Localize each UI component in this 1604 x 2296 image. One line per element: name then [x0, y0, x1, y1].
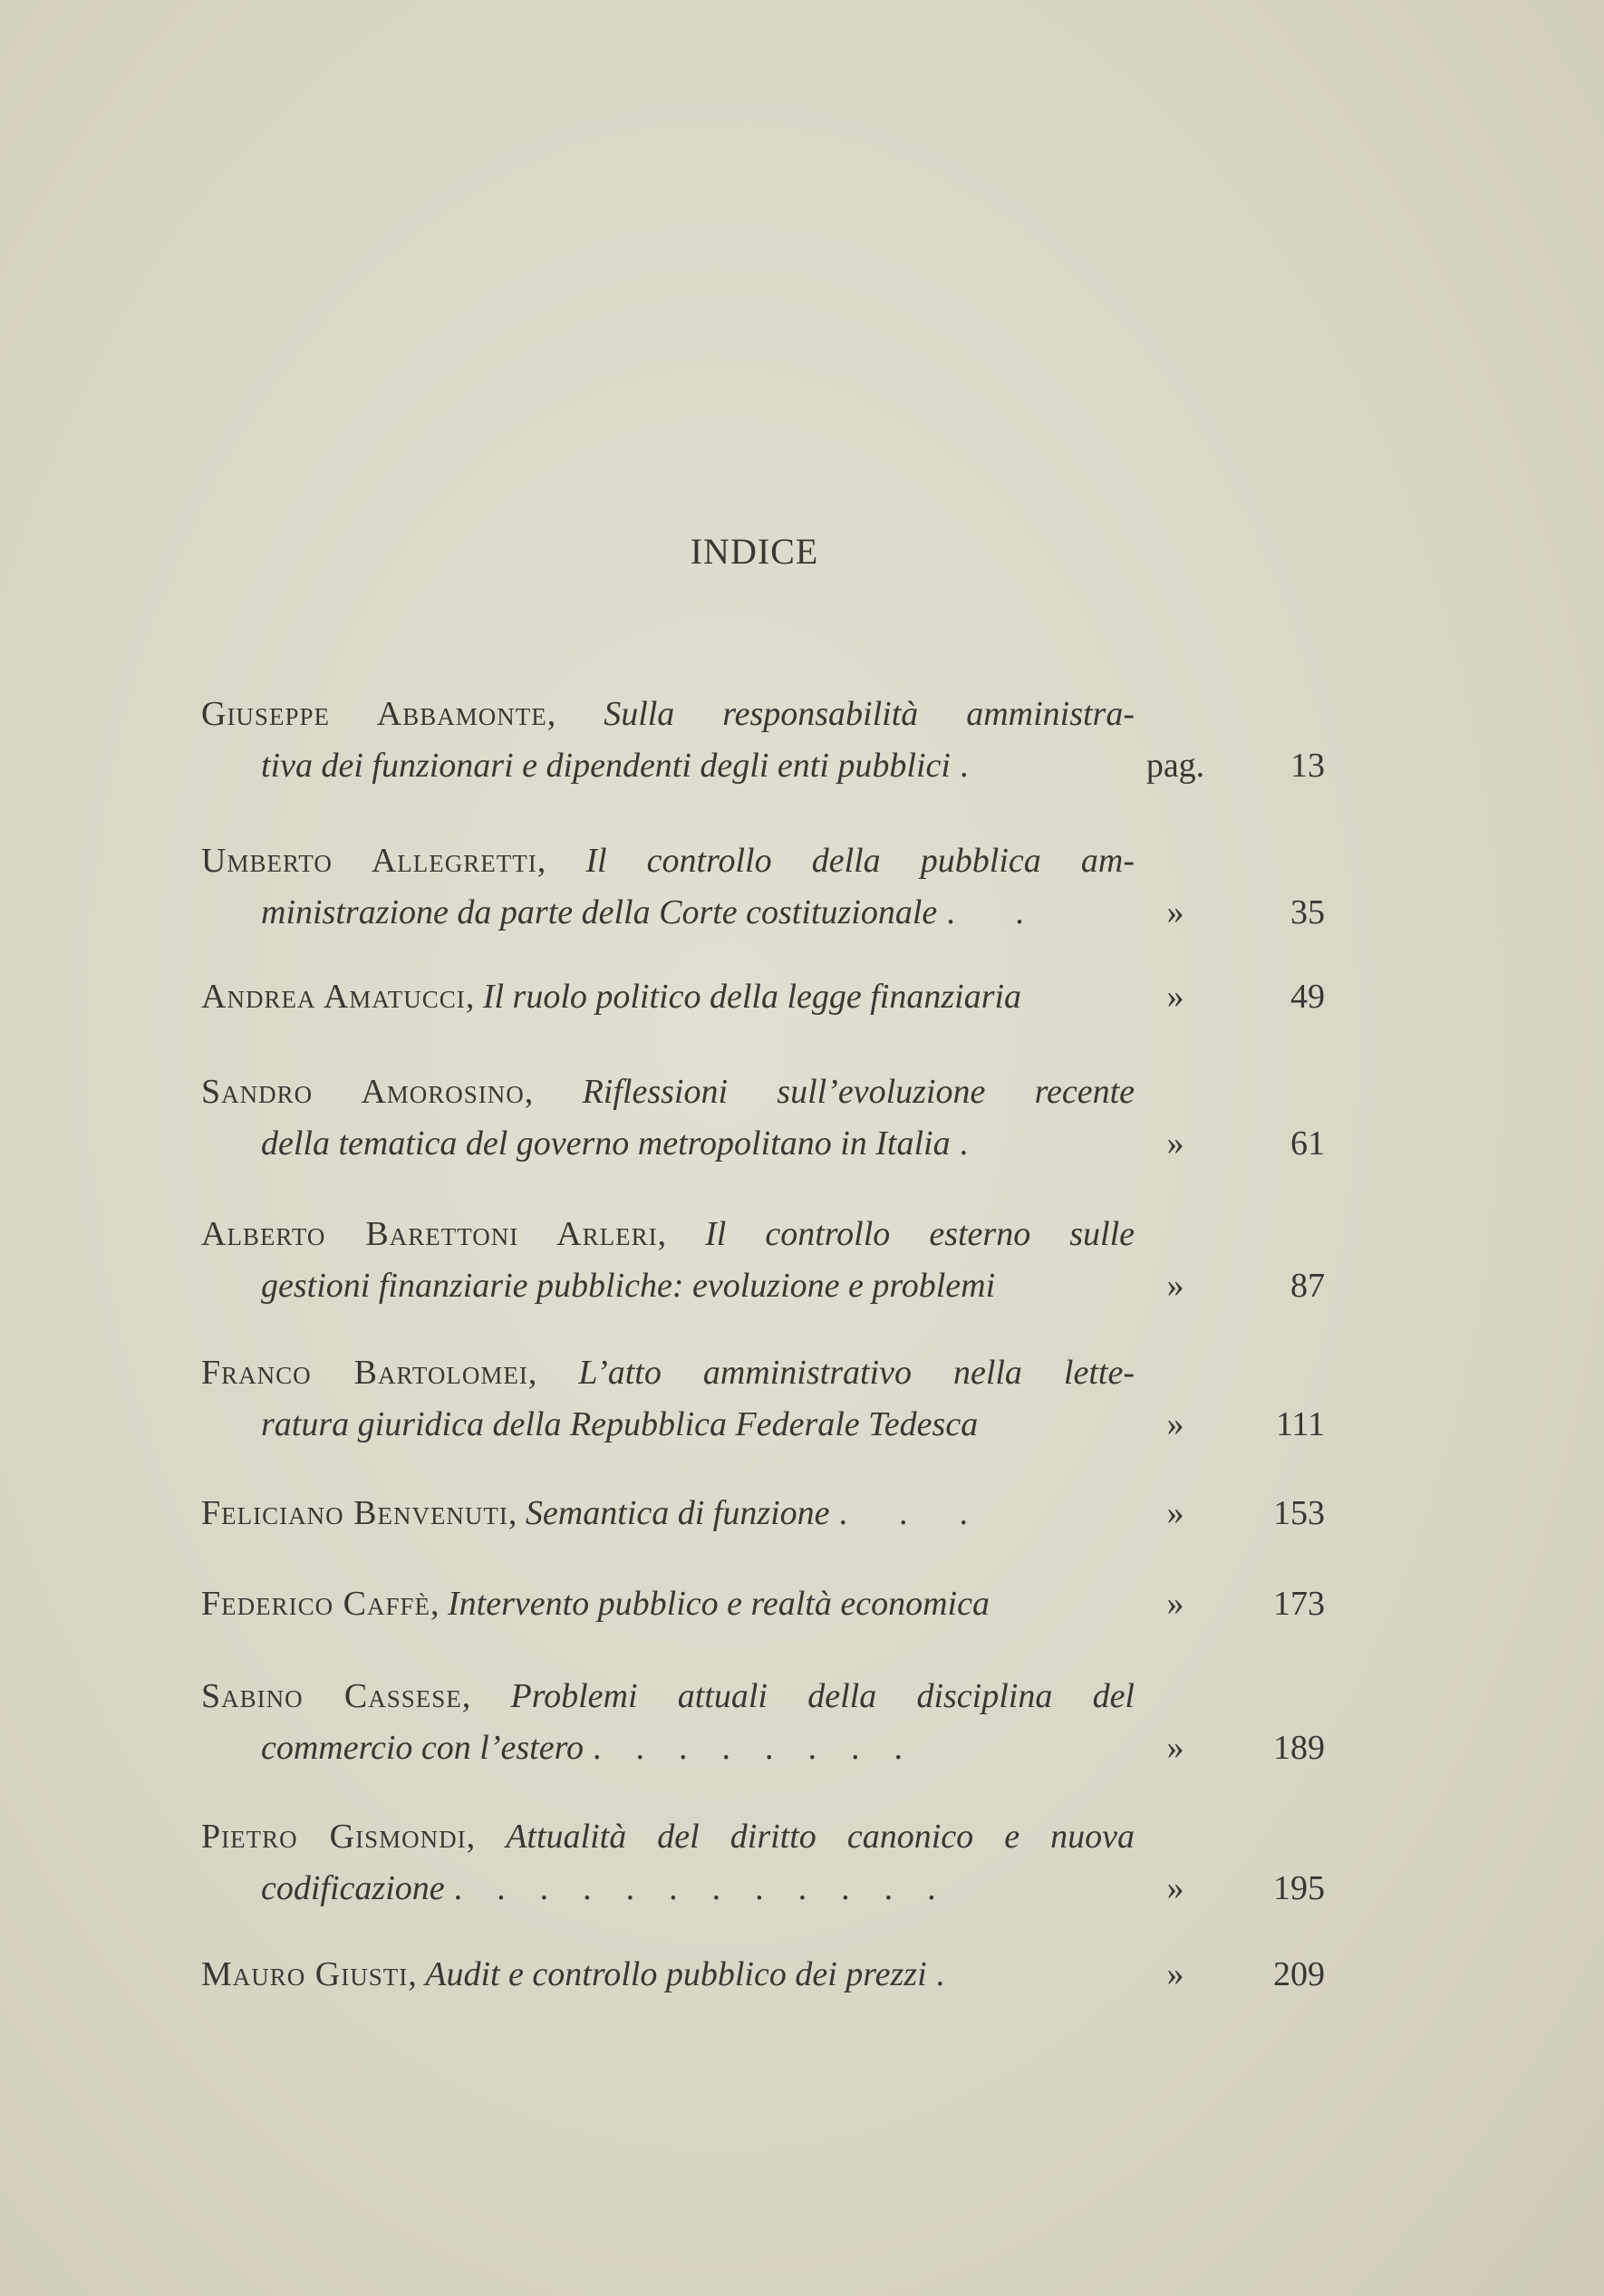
page-number: 195	[1273, 1869, 1325, 1907]
article-title: Problemi attuali della disciplina del	[510, 1677, 1135, 1715]
page-marker: »	[1166, 978, 1184, 1016]
toc-entry	[201, 1584, 1325, 1635]
toc-entry	[201, 1676, 1325, 1780]
entry-text: Pietro Gismondi, Attualità del diritto canonico e nuova	[201, 1818, 1135, 1856]
toc-entry	[201, 841, 1325, 944]
author-name: Giuseppe Abbamonte	[201, 695, 547, 733]
toc-line	[201, 1266, 1325, 1317]
article-title-cont: gestioni finanziarie pubbliche: evoluzione e problemi	[261, 1267, 996, 1305]
page-marker: »	[1166, 1729, 1184, 1767]
toc-entry	[201, 1493, 1325, 1545]
author-name: Franco Bartolomei	[201, 1354, 528, 1392]
toc-line	[201, 694, 1325, 746]
author-name: Sabino Cassese	[201, 1677, 462, 1715]
page-number: 13	[1290, 747, 1325, 785]
article-title-cont: commercio con l’estero	[261, 1729, 584, 1767]
article-title: Intervento pubblico e realtà economica	[448, 1585, 990, 1623]
article-title: Semantica di funzione	[525, 1494, 830, 1532]
entry-text: Franco Bartolomei, L’atto amministrativo nella lette-	[201, 1354, 1135, 1392]
page-number: 61	[1290, 1124, 1325, 1162]
entry-text: Mauro Giusti, Audit e controllo pubblico dei prezzi .	[201, 1954, 1135, 1994]
author-name: Umberto Allegretti	[201, 842, 537, 880]
entry-text	[261, 1728, 1135, 1768]
page-number: 189	[1273, 1729, 1325, 1767]
toc-line	[201, 1728, 1325, 1780]
dot-leader: . .	[946, 893, 1024, 931]
dot-leader	[1021, 977, 1135, 1017]
article-title: Riflessioni sull’evoluzione recente	[582, 1073, 1135, 1111]
entry-text: Alberto Barettoni Arleri, Il controllo esterno sulle	[201, 1215, 1135, 1253]
article-title-cont: della tematica del governo metropolitano in Italia	[261, 1124, 951, 1162]
article-title: Sulla responsabilità amministra-	[604, 695, 1135, 733]
article-title-cont: tiva dei funzionari e dipendenti degli enti pubblici	[261, 747, 951, 785]
page-marker: »	[1166, 893, 1184, 931]
dot-leader: .	[959, 1124, 969, 1162]
toc-line	[201, 1493, 1325, 1545]
toc-line	[201, 1584, 1325, 1635]
author-name: Mauro Giusti	[201, 1955, 409, 1993]
toc-line	[201, 1353, 1325, 1404]
author-name: Andrea Amatucci	[201, 978, 466, 1016]
dot-leader: . . . . . . . . . . . .	[453, 1869, 936, 1907]
entry-text	[261, 1124, 1135, 1163]
entry-text	[261, 746, 1135, 786]
page-number: 35	[1290, 893, 1325, 931]
entry-text	[261, 1266, 1135, 1306]
page-number: 209	[1273, 1955, 1325, 1993]
toc-entry	[201, 1072, 1325, 1175]
dot-leader	[990, 1584, 1135, 1624]
dot-leader	[978, 1404, 1135, 1444]
dot-leader: .	[935, 1955, 945, 1993]
author-name: Feliciano Benvenuti	[201, 1494, 508, 1532]
page-marker: »	[1166, 1124, 1184, 1162]
entry-text: Giuseppe Abbamonte, Sulla responsabilità amministra-	[201, 695, 1135, 733]
article-title-cont: codificazione	[261, 1869, 445, 1907]
page-number: 87	[1290, 1267, 1325, 1305]
dot-leader: . . .	[838, 1494, 969, 1532]
article-title: L’atto amministrativo nella lette-	[578, 1354, 1135, 1392]
toc-line	[201, 746, 1325, 797]
toc-line	[201, 1676, 1325, 1728]
toc-entry	[201, 977, 1325, 1028]
page-marker: »	[1166, 1494, 1184, 1532]
toc-line	[201, 1124, 1325, 1175]
page-marker: »	[1166, 1869, 1184, 1907]
toc-entry	[201, 1817, 1325, 1920]
toc-line	[201, 1868, 1325, 1920]
page-marker: »	[1166, 1585, 1184, 1623]
page-number: 111	[1275, 1405, 1325, 1443]
toc-entry	[201, 1954, 1325, 2006]
entry-text: Feliciano Benvenuti, Semantica di funzione . . .	[201, 1493, 1135, 1533]
article-title-cont: ministrazione da parte della Corte costituzionale	[261, 893, 938, 931]
author-name: Alberto Barettoni Arleri	[201, 1215, 658, 1253]
entry-text: Sabino Cassese, Problemi attuali della disciplina del	[201, 1677, 1135, 1715]
dot-leader	[995, 1266, 1135, 1306]
toc-line	[201, 1072, 1325, 1124]
toc-line	[201, 892, 1325, 944]
author-name: Pietro Gismondi	[201, 1818, 467, 1856]
entry-text	[261, 892, 1135, 932]
entry-text: Sandro Amorosino, Riflessioni sull’evoluzione recente	[201, 1073, 1135, 1111]
dot-leader: .	[959, 747, 969, 785]
dot-leader: . . . . . . . .	[592, 1729, 903, 1767]
toc-entry	[201, 1214, 1325, 1317]
entry-text: Umberto Allegretti, Il controllo della pubblica am-	[201, 842, 1135, 880]
toc-entry	[201, 694, 1325, 797]
article-title: Audit e controllo pubblico dei prezzi	[425, 1955, 927, 1993]
toc-line	[201, 1214, 1325, 1266]
toc-line	[201, 1404, 1325, 1456]
page-title: INDICE	[690, 531, 819, 572]
page-marker: »	[1166, 1405, 1184, 1443]
toc-line	[201, 977, 1325, 1028]
page-number: 49	[1290, 978, 1325, 1016]
toc-line	[201, 841, 1325, 892]
author-name: Federico Caffè	[201, 1585, 430, 1623]
author-name: Sandro Amorosino	[201, 1073, 525, 1111]
article-title: Il controllo della pubblica am-	[585, 842, 1135, 880]
toc-line	[201, 1954, 1325, 2006]
page-marker: »	[1166, 1955, 1184, 1993]
page-marker: »	[1166, 1267, 1184, 1305]
entry-text	[261, 1868, 1135, 1908]
page-number: 173	[1273, 1585, 1325, 1623]
page-number: 153	[1273, 1494, 1325, 1532]
entry-text	[261, 1404, 1135, 1444]
toc-entry	[201, 1353, 1325, 1456]
article-title: Il controllo esterno sulle	[705, 1215, 1135, 1253]
article-title: Attualità del diritto canonico e nuova	[506, 1818, 1135, 1856]
toc-line	[201, 1817, 1325, 1868]
page-marker: pag.	[1145, 747, 1205, 785]
entry-text: Andrea Amatucci, Il ruolo politico della legge finanziaria	[201, 977, 1135, 1017]
entry-text: Federico Caffè, Intervento pubblico e realtà economica	[201, 1584, 1135, 1624]
article-title: Il ruolo politico della legge finanziaria	[482, 978, 1022, 1016]
article-title-cont: ratura giuridica della Repubblica Federale Tedesca	[261, 1405, 979, 1443]
